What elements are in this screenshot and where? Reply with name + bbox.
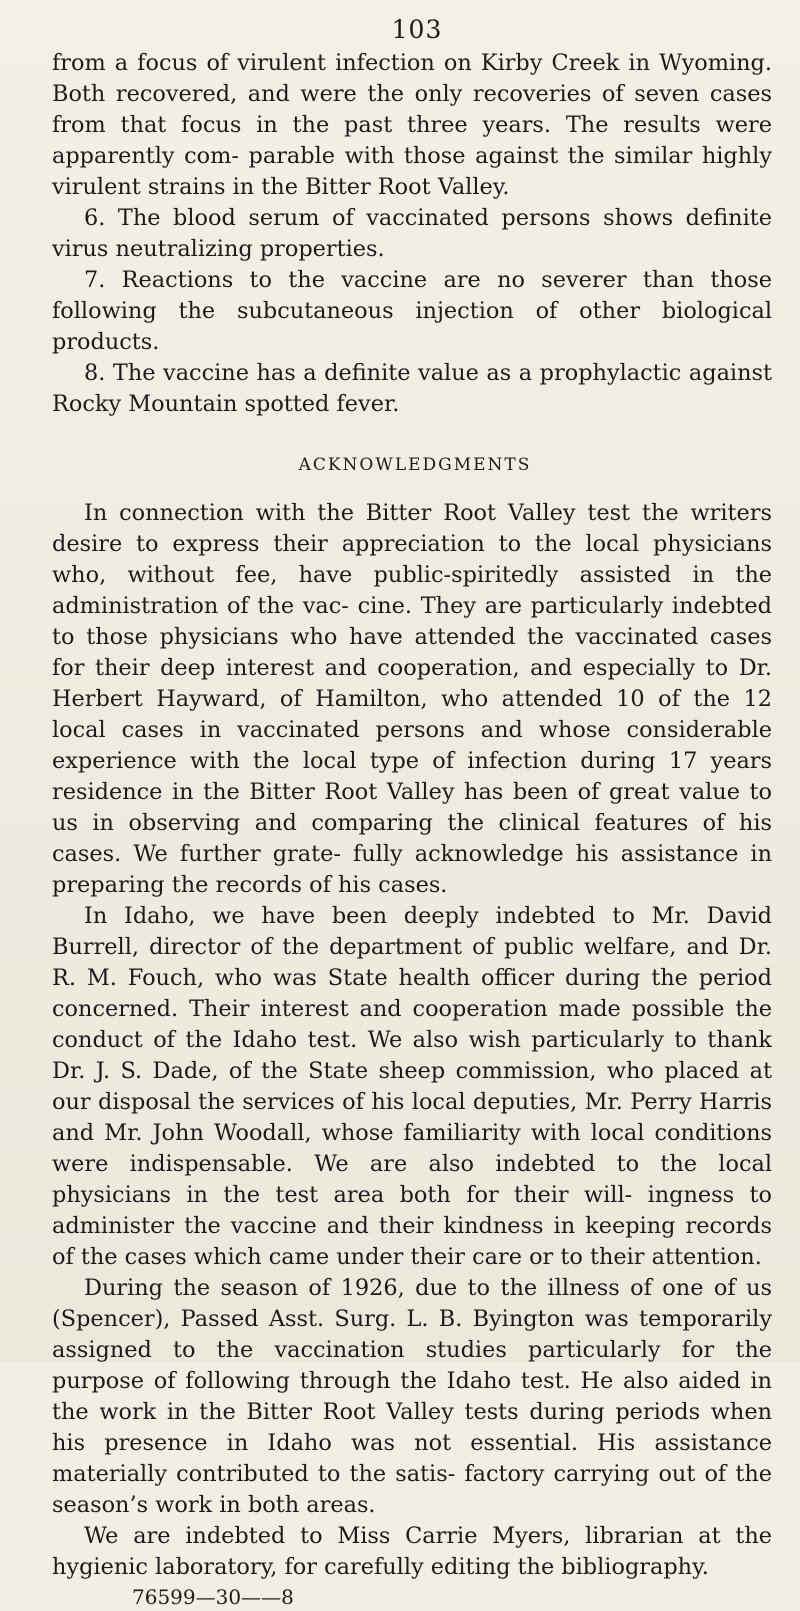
paragraph-bibliography: We are indebted to Miss Carrie Myers, librarian at the hygienic laboratory, for carefully editing the bibliography.	[52, 1523, 772, 1580]
paragraph-conclusion-6: 6. The blood serum of vaccinated persons shows definite virus neutralizing properties.	[52, 205, 772, 262]
paragraph-conclusion-7: 7. Reactions to the vaccine are no severer than those following the subcutaneous injection of other biological products.	[52, 267, 772, 355]
page-number: 103	[391, 15, 443, 44]
paragraph-season-1926: During the season of 1926, due to the illness of one of us (Spencer), Passed Asst. Surg. L. B. Byington was temporarily assigned to the vaccination studies particularly for the purpose of following through the Idaho test. He also aided in the work in the Bitter Root Valley tests during periods when his presence in Idaho was not essential. His assistance materially contributed to the satis- factory carrying out of the season’s work in both areas.	[52, 1275, 772, 1518]
page-content	[52, 12, 772, 1611]
paragraph-continuation: from a focus of virulent infection on Kirby Creek in Wyoming. Both recovered, and were the only recoveries of seven cases from that focus in the past three years. The results were apparently com- parable with those against the similar highly virulent strains in the Bitter Root Valley.	[52, 50, 772, 200]
paragraph-bitter-root: In connection with the Bitter Root Valley test the writers desire to express their appreciation to the local physicians who, without fee, have public-spiritedly assisted in the administration of the vac- cine. They are particularly indebted to those physicians who have attended the vaccinated cases for their deep interest and cooperation, and especially to Dr. Herbert Hayward, of Hamilton, who attended 10 of the 12 local cases in vaccinated persons and whose considerable experience with the local type of infection during 17 years residence in the Bitter Root Valley has been of great value to us in observing and comparing the clinical features of his cases. We further grate- fully acknowledge his assistance in preparing the records of his cases.	[52, 500, 772, 898]
paragraph-conclusion-8: 8. The vaccine has a definite value as a prophylactic against Rocky Mountain spotted fever.	[52, 360, 772, 417]
printer-code: 76599—30——8	[132, 1585, 294, 1609]
section-heading: ACKNOWLEDGMENTS	[298, 455, 532, 475]
paragraph-idaho: In Idaho, we have been deeply indebted to Mr. David Burrell, director of the department of public welfare, and Dr. R. M. Fouch, who was State health officer during the period concerned. Their interest and cooperation made possible the conduct of the Idaho test. We also wish particularly to thank Dr. J. S. Dade, of the State sheep commission, who placed at our disposal the services of his local deputies, Mr. Perry Harris and Mr. John Woodall, whose familiarity with local conditions were indispensable. We are also indebted to the local physicians in the test area both for their will- ingness to administer the vaccine and their kindness in keeping records of the cases which came under their care or to their attention.	[52, 903, 772, 1270]
